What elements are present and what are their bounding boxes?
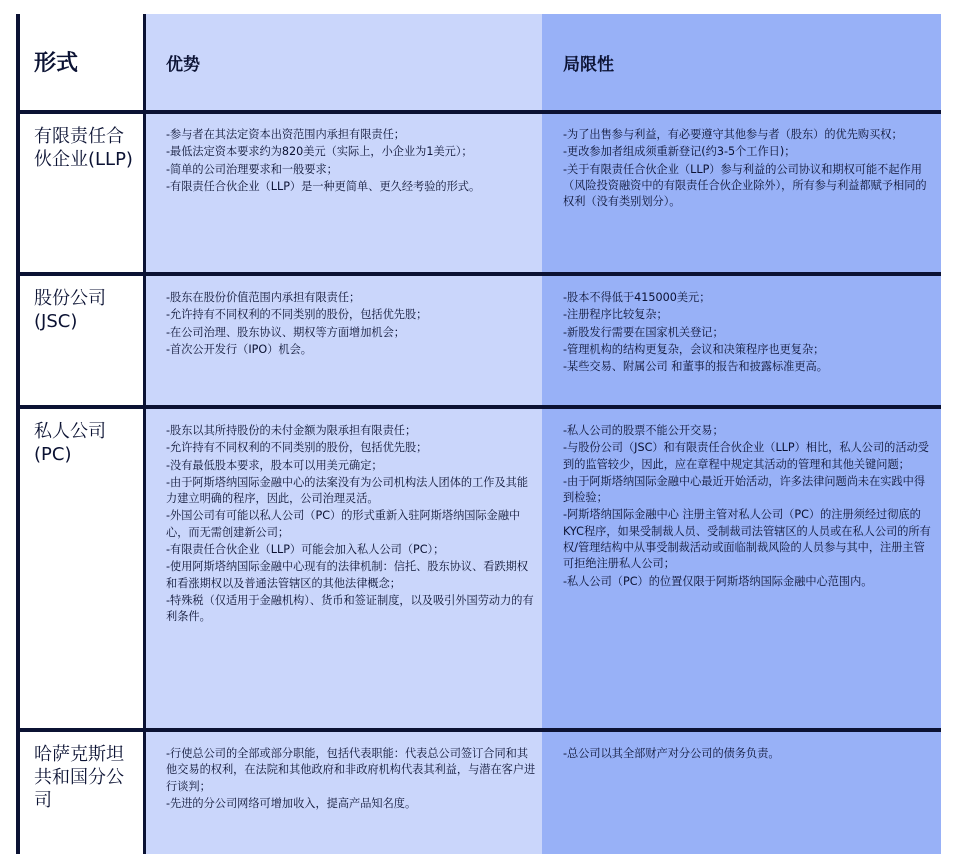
list-item: -没有最低股本要求，股本可以用美元确定； [166, 458, 383, 472]
list-item: -新股发行需要在国家机关登记； [563, 325, 724, 339]
list-item: -最低法定资本要求约为820美元（实际上，小企业为1美元）； [166, 145, 473, 159]
row-limitations-llp [563, 127, 935, 211]
row-advantages-pc [166, 423, 536, 627]
list-item: -简单的公司治理要求和一般要求； [166, 162, 338, 176]
list-item: -管理机构的结构更复杂，会议和决策程序也更复杂； [563, 342, 825, 356]
list-item: -由于阿斯塔纳国际金融中心最近开始活动，许多法律问题尚未在实践中得到检验； [563, 474, 926, 505]
list-item: -股本不得低于415000美元； [563, 291, 711, 304]
list-item: -允许持有不同权利的不同类别的股份，包括优先股； [166, 441, 428, 455]
row-advantages-llp [166, 127, 536, 196]
list-item: -允许持有不同权利的不同类别的股份，包括优先股； [166, 308, 428, 322]
comparison-table [16, 14, 941, 854]
row-divider [16, 272, 941, 276]
header-form: 形式 [34, 51, 79, 76]
list-item: -股东以其所持股份的未付金额为限承担有限责任； [166, 424, 417, 437]
list-item: -有限责任合伙企业（LLP）是一种更简单、更久经考验的形式。 [166, 179, 481, 193]
row-form-jsc: 股份公司(JSC) [34, 288, 106, 332]
list-item: -为了出售参与利益，有必要遵守其他参与者（股东）的优先购买权； [563, 128, 903, 141]
row-divider [16, 110, 941, 114]
list-item: -股东在股份价值范围内承担有限责任； [166, 291, 361, 304]
row-form-pc: 私人公司(PC) [34, 421, 106, 465]
row-advantages-branch [166, 746, 536, 813]
list-item: -某些交易、附属公司 和董事的报告和披露标准更高。 [563, 360, 828, 374]
list-item: -总公司以其全部财产对分公司的债务负责。 [563, 747, 780, 760]
list-item: -在公司治理、股东协议、期权等方面增加机会； [166, 325, 405, 339]
list-item: -行使总公司的全部或部分职能，包括代表职能：代表总公司签订合同和其他交易的权利，在法院和其他政府和非政府机构代表其利益，与潜在客户进行谈判； [166, 747, 536, 793]
list-item: -使用阿斯塔纳国际金融中心现有的法律机制：信托、股东协议、看跌期权和看涨期权以及普通法管辖区的其他法律概念； [166, 560, 529, 590]
header-limitations: 局限性 [563, 55, 614, 75]
row-advantages-jsc [166, 290, 536, 359]
list-item: -关于有限责任合伙企业（LLP）参与利益的公司协议和期权可能不起作用（风险投资融资中的有限责任合伙企业除外），所有参与利益都赋予相同的权利（没有类别划分）。 [563, 162, 927, 209]
row-limitations-pc [563, 423, 935, 591]
list-item: -与股份公司（JSC）和有限责任合伙企业（LLP）相比，私人公司的活动受到的监管较少，因此，应在章程中规定其活动的管理和其他关键问题； [563, 441, 929, 471]
list-item: -私人公司（PC）的位置仅限于阿斯塔纳国际金融中心范围内。 [563, 574, 873, 588]
list-item: -由于阿斯塔纳国际金融中心的法案没有为公司机构法人团体的工作及其能力建立明确的程序，因此，公司治理灵活。 [166, 475, 529, 506]
row-form-llp: 有限责任合伙企业(LLP) [34, 126, 133, 170]
list-item: -更改参加者组成须重新登记(约3-5个工作日)； [563, 145, 796, 159]
list-item: -注册程序比较复杂； [563, 308, 668, 322]
row-form-branch: 哈萨克斯坦共和国分公司 [34, 744, 124, 811]
list-item: -首次公开发行（IPO）机会。 [166, 342, 312, 356]
list-item: -有限责任合伙企业（LLP）可能会加入私人公司（PC）； [166, 543, 445, 557]
list-item: -先进的分公司网络可增加收入，提高产品知名度。 [166, 796, 417, 810]
row-divider [16, 728, 941, 732]
list-item: -阿斯塔纳国际金融中心 注册主管对私人公司（PC）的注册须经过彻底的KYC程序，如果受制裁人员、受制裁司法管辖区的人员或在私人公司的所有权/管理结构中从事受制裁活动或面临制裁风险的人员参与其中，注册主管可拒绝注册私人公司； [563, 508, 931, 571]
list-item: -参与者在其法定资本出资范围内承担有限责任； [166, 128, 405, 141]
row-limitations-jsc [563, 290, 935, 376]
list-item: -特殊税（仅适用于金融机构）、货币和签证制度，以及吸引外国劳动力的有利条件。 [166, 593, 534, 624]
list-item: -外国公司有可能以私人公司（PC）的形式重新入驻阿斯塔纳国际金融中心，而无需创建新公司； [166, 509, 521, 539]
header-advantages: 优势 [166, 55, 200, 75]
row-limitations-branch [563, 746, 935, 763]
row-divider [16, 405, 941, 409]
list-item: -私人公司的股票不能公开交易； [563, 424, 724, 437]
